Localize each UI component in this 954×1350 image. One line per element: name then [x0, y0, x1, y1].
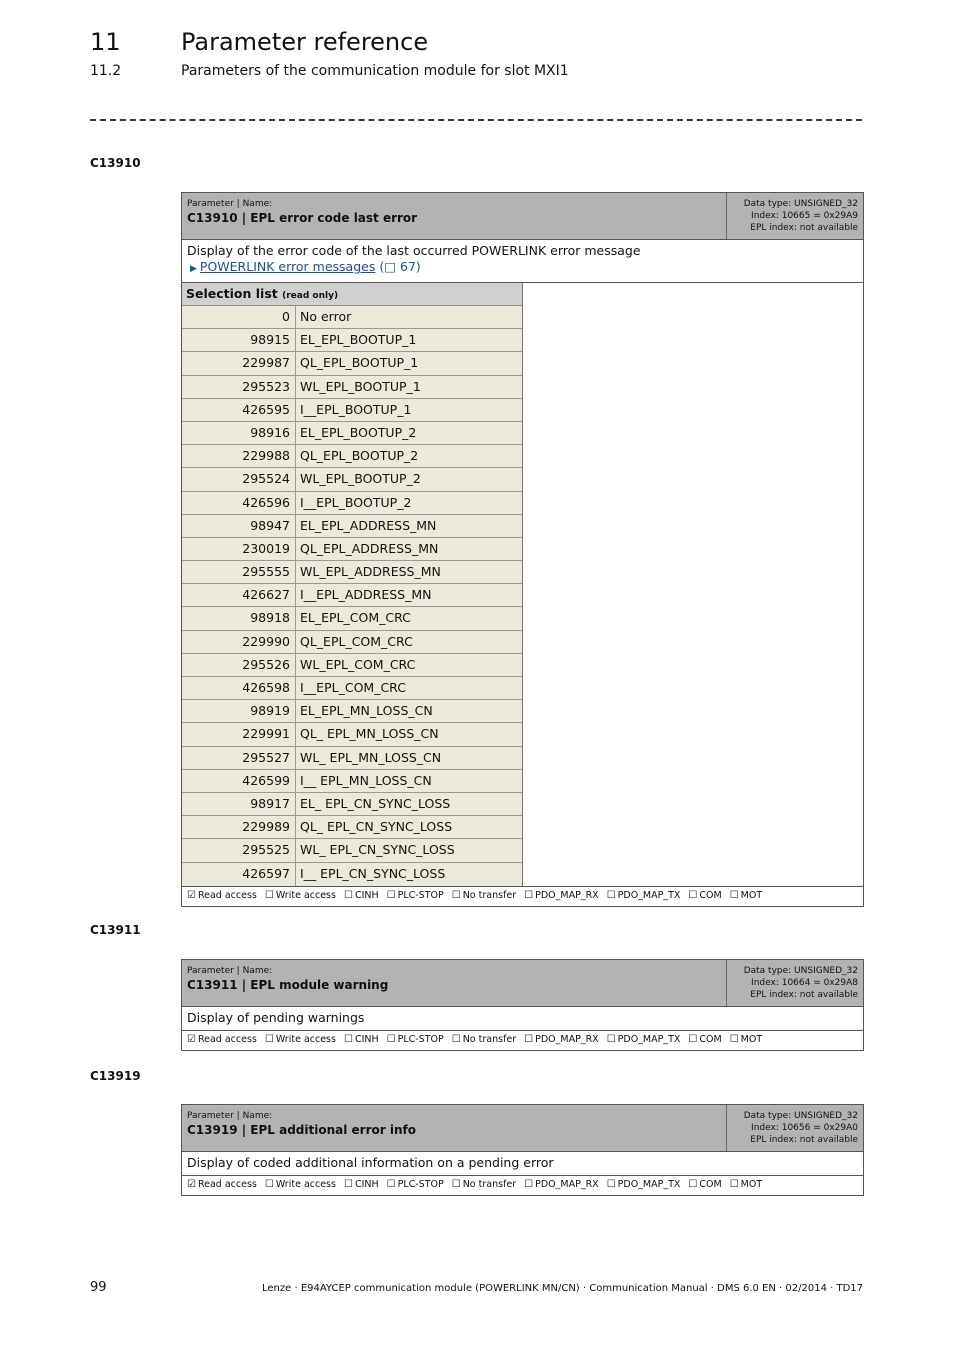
selection-text: WL_ EPL_CN_SYNC_LOSS — [300, 842, 455, 858]
selection-text: I__EPL_BOOTUP_2 — [300, 494, 412, 510]
access-flag-label: MOT — [740, 1179, 763, 1190]
unchecked-box-icon: ☐ — [264, 889, 274, 901]
selection-list-header — [182, 283, 522, 306]
selection-text: EL_EPL_MN_LOSS_CN — [300, 703, 433, 719]
selection-row — [182, 445, 522, 468]
unchecked-box-icon: ☐ — [688, 1179, 698, 1190]
access-flag-pdo-map-rx — [524, 1179, 599, 1190]
unchecked-box-icon: ☐ — [451, 889, 461, 901]
selection-row — [182, 468, 522, 491]
epl-index: EPL index: not available — [750, 1135, 858, 1145]
access-flag-label: Write access — [275, 889, 336, 901]
access-flag-label: No transfer — [462, 1034, 517, 1045]
access-flag-read-access — [187, 890, 257, 901]
parameter-name: C13911 | EPL module warning — [187, 978, 389, 992]
unchecked-box-icon: ☐ — [729, 1034, 739, 1045]
selection-row — [182, 584, 522, 607]
selection-value: 426597 — [182, 863, 296, 886]
selection-row — [182, 631, 522, 654]
selection-row — [182, 492, 522, 515]
selection-row — [182, 839, 522, 862]
unchecked-box-icon: ☐ — [606, 1179, 616, 1190]
selection-value: 426595 — [182, 399, 296, 421]
access-flag-com — [688, 890, 721, 901]
arrow-right-icon: ▶ — [190, 264, 197, 274]
selection-title: Selection list — [186, 286, 278, 301]
parameter-heading: C13910 — [90, 156, 141, 170]
selection-text: QL_ EPL_MN_LOSS_CN — [300, 726, 439, 742]
selection-text: QL_ EPL_CN_SYNC_LOSS — [300, 819, 453, 835]
selection-text: QL_EPL_BOOTUP_2 — [300, 448, 419, 464]
chapter-title: Parameter reference — [181, 28, 429, 56]
selection-row — [182, 515, 522, 538]
selection-text: QL_EPL_ADDRESS_MN — [300, 540, 439, 556]
selection-row — [182, 538, 522, 561]
selection-row — [182, 793, 522, 816]
index: Index: 10656 = 0x29A0 — [751, 1123, 858, 1133]
selection-list — [182, 283, 863, 887]
access-flag-no-transfer — [452, 1179, 516, 1190]
access-flag-label: Write access — [275, 1034, 336, 1045]
selection-value: 295555 — [182, 561, 296, 583]
access-flags — [182, 1176, 863, 1195]
selection-text: I__EPL_ADDRESS_MN — [300, 587, 432, 603]
access-flag-label: Read access — [197, 889, 257, 901]
parameter-description — [182, 1152, 863, 1176]
unchecked-box-icon: ☐ — [524, 1034, 534, 1045]
parameter-description — [182, 1007, 863, 1031]
parameter-description — [182, 240, 863, 283]
access-flag-write-access — [265, 1179, 336, 1190]
selection-row — [182, 329, 522, 352]
selection-text: EL_EPL_COM_CRC — [300, 610, 411, 626]
access-flag-plc-stop — [387, 1034, 444, 1045]
parameter-heading: C13919 — [90, 1069, 141, 1083]
selection-value: 229987 — [182, 352, 296, 374]
selection-value: 295524 — [182, 468, 296, 490]
selection-row — [182, 607, 522, 630]
book-icon: □ — [384, 259, 397, 274]
access-flag-label: PDO_MAP_TX — [617, 1034, 681, 1045]
description-text: Display of pending warnings — [187, 1010, 365, 1025]
selection-text: EL_ EPL_CN_SYNC_LOSS — [300, 795, 451, 811]
unchecked-box-icon: ☐ — [451, 1034, 461, 1045]
access-flag-label: MOT — [740, 889, 763, 901]
unchecked-box-icon: ☐ — [343, 889, 353, 901]
selection-row — [182, 677, 522, 700]
selection-text: EL_EPL_ADDRESS_MN — [300, 517, 437, 533]
selection-value: 229991 — [182, 723, 296, 745]
parameter-name-label: Parameter | Name: — [187, 199, 273, 209]
parameter-header — [182, 193, 863, 240]
section-title: Parameters of the communication module for slot MXI1 — [181, 63, 569, 79]
access-flag-read-access — [187, 1179, 257, 1190]
powerlink-error-messages-link[interactable]: POWERLINK error messages — [199, 259, 376, 274]
parameter-name: C13910 | EPL error code last error — [187, 211, 418, 225]
unchecked-box-icon: ☐ — [386, 1034, 396, 1045]
access-flag-pdo-map-rx — [524, 890, 599, 901]
access-flag-write-access — [265, 890, 336, 901]
unchecked-box-icon: ☐ — [386, 1179, 396, 1190]
access-flag-label: COM — [699, 889, 722, 901]
access-flag-cinh — [344, 1179, 379, 1190]
access-flags — [182, 1031, 863, 1050]
selection-value: 426598 — [182, 677, 296, 699]
access-flag-no-transfer — [452, 890, 516, 901]
index: Index: 10665 = 0x29A9 — [751, 211, 858, 221]
selection-text: EL_EPL_BOOTUP_2 — [300, 424, 417, 440]
access-flag-label: CINH — [354, 1034, 379, 1045]
unchecked-box-icon: ☐ — [606, 1034, 616, 1045]
selection-row — [182, 700, 522, 723]
access-flag-label: No transfer — [462, 1179, 517, 1190]
access-flag-label: Read access — [197, 1179, 257, 1190]
selection-value: 98919 — [182, 700, 296, 722]
access-flag-plc-stop — [387, 890, 444, 901]
selection-row — [182, 306, 522, 329]
unchecked-box-icon: ☐ — [386, 889, 396, 901]
unchecked-box-icon: ☐ — [606, 889, 616, 901]
selection-row — [182, 747, 522, 770]
selection-value: 98916 — [182, 422, 296, 444]
selection-value: 426596 — [182, 492, 296, 514]
access-flag-label: PLC-STOP — [397, 1034, 444, 1045]
access-flag-label: PDO_MAP_RX — [535, 1034, 599, 1045]
unchecked-box-icon: ☐ — [688, 889, 698, 901]
selection-value: 295527 — [182, 747, 296, 769]
data-type: Data type: UNSIGNED_32 — [743, 1111, 858, 1121]
parameter-table-c13919 — [181, 1104, 864, 1196]
access-flag-label: PLC-STOP — [397, 889, 444, 901]
selection-row — [182, 654, 522, 677]
access-flag-label: No transfer — [462, 889, 517, 901]
selection-text: WL_EPL_ADDRESS_MN — [300, 564, 441, 580]
access-flag-cinh — [344, 890, 379, 901]
unchecked-box-icon: ☐ — [343, 1034, 353, 1045]
selection-value: 0 — [182, 306, 296, 328]
selection-row — [182, 399, 522, 422]
selection-value: 295525 — [182, 839, 296, 861]
access-flag-pdo-map-rx — [524, 1034, 599, 1045]
access-flag-label: PDO_MAP_TX — [617, 1179, 681, 1190]
selection-value: 229988 — [182, 445, 296, 467]
selection-text: No error — [300, 309, 352, 324]
access-flag-mot — [730, 1034, 762, 1045]
unchecked-box-icon: ☐ — [524, 889, 534, 901]
page-number: 99 — [90, 1280, 107, 1295]
access-flag-label: CINH — [354, 889, 379, 901]
access-flag-label: MOT — [740, 1034, 763, 1045]
selection-row — [182, 816, 522, 839]
unchecked-box-icon: ☐ — [688, 1034, 698, 1045]
selection-value: 426627 — [182, 584, 296, 606]
cross-reference — [187, 259, 858, 277]
access-flag-pdo-map-tx — [607, 890, 681, 901]
parameter-header — [182, 1105, 863, 1152]
selection-value: 98947 — [182, 515, 296, 537]
access-flag-pdo-map-tx — [607, 1034, 681, 1045]
access-flag-write-access — [265, 1034, 336, 1045]
checked-box-icon: ☑ — [187, 1034, 196, 1045]
data-type: Data type: UNSIGNED_32 — [743, 199, 858, 209]
parameter-header — [182, 960, 863, 1007]
data-type: Data type: UNSIGNED_32 — [743, 966, 858, 976]
selection-text: WL_EPL_BOOTUP_2 — [300, 471, 421, 487]
page-reference[interactable]: 67) — [396, 259, 421, 274]
access-flag-label: PDO_MAP_TX — [617, 889, 681, 901]
access-flag-label: PDO_MAP_RX — [535, 1179, 599, 1190]
selection-text: I__ EPL_MN_LOSS_CN — [300, 772, 432, 788]
selection-value: 229989 — [182, 816, 296, 838]
selection-value: 229990 — [182, 631, 296, 653]
unchecked-box-icon: ☐ — [343, 1179, 353, 1190]
description-text: Display of the error code of the last occurred POWERLINK error message — [187, 243, 641, 258]
selection-value: 98918 — [182, 607, 296, 629]
access-flag-pdo-map-tx — [607, 1179, 681, 1190]
unchecked-box-icon: ☐ — [729, 1179, 739, 1190]
access-flag-com — [688, 1179, 721, 1190]
selection-value: 98917 — [182, 793, 296, 815]
unchecked-box-icon: ☐ — [524, 1179, 534, 1190]
selection-value: 295526 — [182, 654, 296, 676]
parameter-table-c13910 — [181, 192, 864, 907]
selection-row — [182, 561, 522, 584]
access-flag-label: PDO_MAP_RX — [535, 889, 599, 901]
access-flag-mot — [730, 1179, 762, 1190]
access-flag-com — [688, 1034, 721, 1045]
access-flag-no-transfer — [452, 1034, 516, 1045]
selection-row — [182, 723, 522, 746]
description-text: Display of coded additional information on a pending error — [187, 1155, 554, 1170]
selection-row — [182, 352, 522, 375]
parameter-name-label: Parameter | Name: — [187, 1111, 273, 1121]
parameter-name: C13919 | EPL additional error info — [187, 1123, 416, 1137]
selection-text: QL_EPL_COM_CRC — [300, 633, 413, 649]
access-flag-label: Write access — [275, 1179, 336, 1190]
footer-text: Lenze · E94AYCEP communication module (POWERLINK MN/CN) · Communication Manual · DMS 6.0 EN · 02/2014 · TD17 — [262, 1283, 863, 1294]
selection-text: WL_EPL_COM_CRC — [300, 656, 416, 672]
section-number: 11.2 — [90, 63, 122, 79]
selection-row — [182, 422, 522, 445]
parameter-heading: C13911 — [90, 923, 141, 937]
selection-text: WL_ EPL_MN_LOSS_CN — [300, 749, 442, 765]
header-divider — [90, 119, 862, 121]
selection-value: 98915 — [182, 329, 296, 351]
selection-value: 230019 — [182, 538, 296, 560]
epl-index: EPL index: not available — [750, 990, 858, 1000]
selection-text: I__ EPL_CN_SYNC_LOSS — [300, 865, 446, 881]
access-flag-label: PLC-STOP — [397, 1179, 444, 1190]
checked-box-icon: ☑ — [187, 1179, 196, 1190]
parameter-table-c13911 — [181, 959, 864, 1051]
chapter-number: 11 — [90, 28, 121, 56]
parameter-name-label: Parameter | Name: — [187, 966, 273, 976]
index: Index: 10664 = 0x29A8 — [751, 978, 858, 988]
read-only-note: (read only) — [282, 291, 339, 301]
selection-row — [182, 770, 522, 793]
page-ref-open: ( — [375, 259, 385, 274]
unchecked-box-icon: ☐ — [264, 1179, 274, 1190]
selection-row — [182, 863, 522, 886]
selection-text: EL_EPL_BOOTUP_1 — [300, 332, 417, 348]
access-flag-label: COM — [699, 1034, 722, 1045]
selection-text: WL_EPL_BOOTUP_1 — [300, 378, 421, 394]
access-flags — [182, 887, 863, 906]
access-flag-cinh — [344, 1034, 379, 1045]
access-flag-plc-stop — [387, 1179, 444, 1190]
unchecked-box-icon: ☐ — [729, 889, 739, 901]
selection-row — [182, 376, 522, 399]
access-flag-mot — [730, 890, 762, 901]
checked-box-icon: ☑ — [187, 889, 196, 901]
selection-text: I__EPL_COM_CRC — [300, 680, 406, 695]
access-flag-label: CINH — [354, 1179, 379, 1190]
epl-index: EPL index: not available — [750, 223, 858, 233]
selection-text: I__EPL_BOOTUP_1 — [300, 401, 412, 417]
access-flag-label: COM — [699, 1179, 722, 1190]
selection-value: 426599 — [182, 770, 296, 792]
selection-text: QL_EPL_BOOTUP_1 — [300, 355, 419, 371]
unchecked-box-icon: ☐ — [451, 1179, 461, 1190]
access-flag-read-access — [187, 1034, 257, 1045]
access-flag-label: Read access — [197, 1034, 257, 1045]
unchecked-box-icon: ☐ — [264, 1034, 274, 1045]
selection-value: 295523 — [182, 376, 296, 398]
